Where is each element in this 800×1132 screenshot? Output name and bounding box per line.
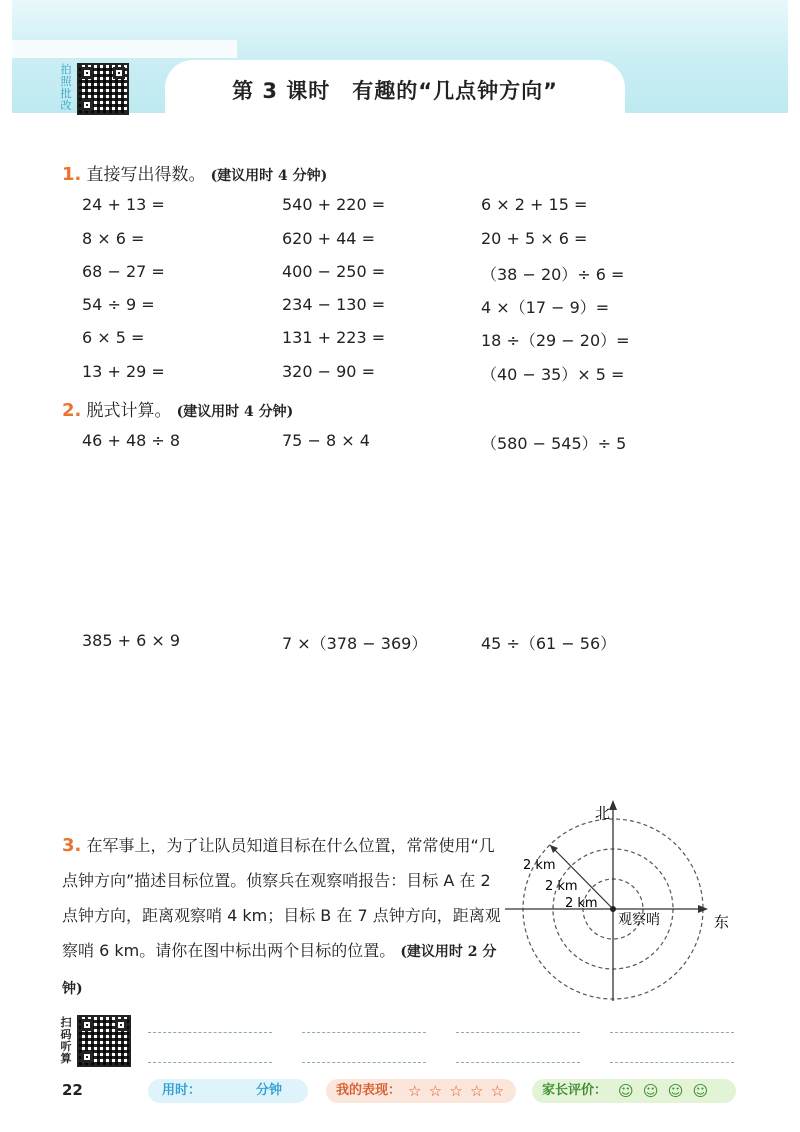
north-label: 北 xyxy=(595,804,611,822)
question-3 xyxy=(62,828,502,1007)
star-rating-icon[interactable]: ☆ ☆ ☆ ☆ ☆ xyxy=(408,1082,506,1100)
page-title: 第 3 课时 有趣的“几点钟方向” xyxy=(232,79,558,103)
question-number: 1. xyxy=(62,164,82,185)
observation-post-label: 观察哨 xyxy=(618,912,660,928)
performance-pill[interactable] xyxy=(326,1079,516,1103)
expression: 68 − 27 = xyxy=(82,262,165,281)
qr-code-icon[interactable] xyxy=(77,63,129,115)
photo-grade-label: 拍 照 批 改 xyxy=(60,63,72,112)
answer-line[interactable] xyxy=(456,1062,580,1063)
question-2-header xyxy=(62,396,293,421)
expression: 540 + 220 = xyxy=(282,195,386,214)
answer-line[interactable] xyxy=(610,1032,734,1033)
expression: 24 + 13 = xyxy=(82,195,165,214)
parent-eval-pill[interactable] xyxy=(532,1079,736,1103)
question-number: 3. xyxy=(62,835,82,856)
scan-listen-label: 扫 码 听 算 xyxy=(60,1016,72,1065)
expression: 8 × 6 = xyxy=(82,229,145,248)
expression: 13 + 29 = xyxy=(82,362,165,381)
time-used-pill[interactable] xyxy=(148,1079,308,1103)
calc-problem: 75 − 8 × 4 xyxy=(282,431,370,450)
expression: 18 ÷（29 − 20）= xyxy=(481,331,630,350)
question-text: 在军事上，为了让队员知道目标在什么位置，常常使用“几点钟方向”描述目标位置。侦察兵在观察哨报告：目标 A 在 2 点钟方向，距离观察哨 4 km；目标 B 在 7 点钟方向，距离观察哨 6 km。请你在图中标出两个目标的位置。 xyxy=(62,836,501,960)
answer-line[interactable] xyxy=(302,1062,426,1063)
expression: 131 + 223 = xyxy=(282,328,386,347)
time-note: (建议用时 2 分钟) xyxy=(62,944,497,997)
clock-direction-diagram[interactable] xyxy=(505,792,745,1007)
header-strip xyxy=(12,40,237,58)
expression: （38 − 20）÷ 6 = xyxy=(481,265,625,284)
calc-problem: 385 + 6 × 9 xyxy=(82,631,181,650)
question-1-header xyxy=(62,160,327,185)
expression: 4 ×（17 − 9）= xyxy=(481,298,610,317)
observation-post-dot xyxy=(610,906,616,912)
performance-label: 我的表现： xyxy=(336,1083,402,1098)
page-number: 22 xyxy=(62,1081,83,1099)
parent-label: 家长评价： xyxy=(542,1083,608,1098)
answer-line[interactable] xyxy=(148,1062,272,1063)
question-prompt: 直接写出得数。 xyxy=(86,165,206,185)
answer-line[interactable] xyxy=(610,1062,734,1063)
time-label: 用时： xyxy=(162,1083,202,1098)
answer-line[interactable] xyxy=(148,1032,272,1033)
question-prompt: 脱式计算。 xyxy=(86,401,172,421)
expression: 6 × 2 + 15 = xyxy=(481,195,588,214)
calc-problem: 7 ×（378 − 369） xyxy=(282,634,428,653)
time-unit: 分钟 xyxy=(256,1083,283,1098)
expression: 234 − 130 = xyxy=(282,295,386,314)
ring-label: 2 km xyxy=(565,896,598,911)
answer-line[interactable] xyxy=(302,1032,426,1033)
qr-code-icon[interactable] xyxy=(77,1015,131,1067)
expression: 6 × 5 = xyxy=(82,328,145,347)
expression: 54 ÷ 9 = xyxy=(82,295,155,314)
time-note: (建议用时 4 分钟) xyxy=(210,168,328,184)
answer-line[interactable] xyxy=(456,1032,580,1033)
calc-problem: （580 − 545）÷ 5 xyxy=(481,434,627,453)
expression: 20 + 5 × 6 = xyxy=(481,229,588,248)
east-label: 东 xyxy=(714,913,730,931)
ring-label: 2 km xyxy=(545,879,578,894)
time-note: (建议用时 4 分钟) xyxy=(176,404,294,420)
expression: 320 − 90 = xyxy=(282,362,375,381)
question-number: 2. xyxy=(62,400,82,421)
calc-problem: 46 + 48 ÷ 8 xyxy=(82,431,181,450)
smiley-rating-icon[interactable]: ☺ ☺ ☺ ☺ xyxy=(618,1082,711,1100)
expression: （40 − 35）× 5 = xyxy=(481,365,625,384)
expression: 620 + 44 = xyxy=(282,229,375,248)
expression: 400 − 250 = xyxy=(282,262,386,281)
ring-label: 2 km xyxy=(523,858,556,873)
calc-problem: 45 ÷（61 − 56） xyxy=(481,634,617,653)
north-arrow-icon xyxy=(609,800,617,810)
